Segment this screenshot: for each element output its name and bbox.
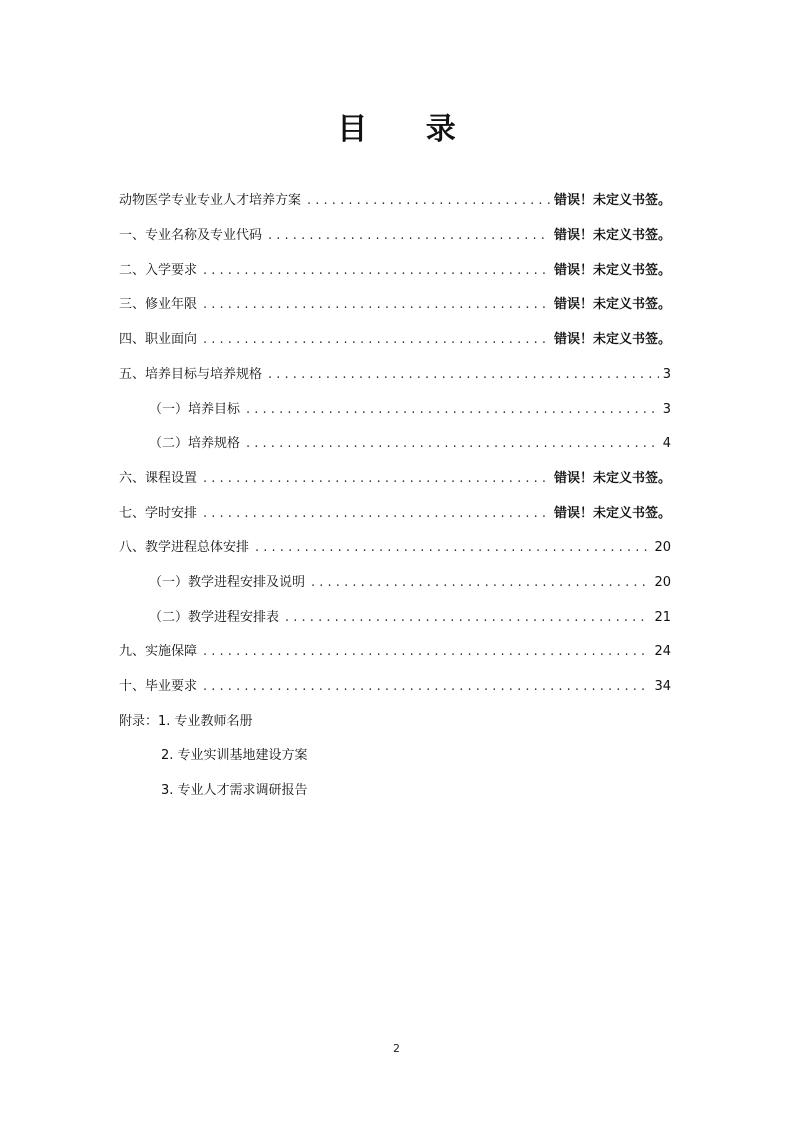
- toc-leader-dots: [268, 225, 550, 247]
- toc-entry-page: 34: [654, 679, 671, 694]
- toc-entry[interactable]: [119, 503, 671, 525]
- toc-entry[interactable]: [119, 468, 671, 490]
- toc-leader-dots: [203, 503, 550, 525]
- toc-leader-dots: [307, 190, 550, 212]
- toc-entry-page: 错误！未定义书签。: [553, 297, 671, 312]
- appendix-item: 2. 专业实训基地建设方案: [161, 748, 308, 763]
- toc-leader-dots: [203, 329, 550, 351]
- toc-entry-label: （一）教学进程安排及说明: [149, 575, 306, 590]
- toc-entry-label: （二）教学进程安排表: [149, 610, 280, 625]
- toc-leader-dots: [203, 260, 550, 282]
- toc-entry-page: 20: [654, 540, 671, 555]
- toc-entry-page: 3: [662, 402, 671, 417]
- toc-entry[interactable]: [119, 190, 671, 212]
- toc-leader-dots: [246, 433, 659, 455]
- toc-leader-dots: [311, 572, 650, 594]
- toc-entry[interactable]: [149, 399, 671, 421]
- toc-entry-page: 错误！未定义书签。: [553, 332, 671, 347]
- toc-leader-dots: [285, 607, 650, 629]
- toc-leader-dots: [203, 676, 650, 698]
- toc-entry-label: 一、专业名称及专业代码: [119, 228, 263, 243]
- toc-entry-label: 七、学时安排: [119, 506, 198, 521]
- toc-entry-label: 六、课程设置: [119, 471, 198, 486]
- appendix-line: [161, 745, 308, 767]
- toc-entry-label: 十、毕业要求: [119, 679, 198, 694]
- toc-leader-dots: [203, 294, 550, 316]
- toc-entry-label: 八、教学进程总体安排: [119, 540, 250, 555]
- appendix-line: [119, 711, 253, 733]
- toc-leader-dots: [246, 399, 659, 421]
- page-title: 目 录: [337, 112, 480, 147]
- toc-entry[interactable]: [119, 641, 671, 663]
- toc-entry-page: 20: [654, 575, 671, 590]
- toc-entry-page: 24: [654, 644, 671, 659]
- toc-entry-page: 错误！未定义书签。: [553, 263, 671, 278]
- toc-entry-page: 4: [662, 436, 671, 451]
- toc-entry[interactable]: [119, 676, 671, 698]
- appendix-prefix: 附录：: [119, 714, 159, 729]
- page-number: 2: [393, 1042, 400, 1055]
- toc-entry-page: 错误！未定义书签。: [553, 506, 671, 521]
- toc-entry[interactable]: [119, 294, 671, 316]
- appendix-item: 1. 专业教师名册: [158, 714, 253, 729]
- toc-entry[interactable]: [149, 572, 671, 594]
- toc-leader-dots: [268, 364, 659, 386]
- toc-entry-label: （二）培养规格: [149, 436, 241, 451]
- toc-entry[interactable]: [149, 607, 671, 629]
- toc-entry[interactable]: [119, 225, 671, 247]
- toc-entry-label: 二、入学要求: [119, 263, 198, 278]
- toc-entry[interactable]: [119, 537, 671, 559]
- toc-entry[interactable]: [119, 364, 671, 386]
- toc-entry-label: 五、培养目标与培养规格: [119, 367, 263, 382]
- toc-entry-label: 三、修业年限: [119, 297, 198, 312]
- toc-leader-dots: [255, 537, 650, 559]
- toc-entry-page: 错误！未定义书签。: [553, 193, 671, 208]
- toc-entry-page: 3: [662, 367, 671, 382]
- toc-entry-label: 九、实施保障: [119, 644, 198, 659]
- toc-entry-label: 动物医学专业专业人才培养方案: [119, 193, 302, 208]
- toc-entry-label: （一）培养目标: [149, 402, 241, 417]
- toc-entry[interactable]: [149, 433, 671, 455]
- toc-entry[interactable]: [119, 260, 671, 282]
- appendix-item: 3. 专业人才需求调研报告: [161, 783, 308, 798]
- toc-leader-dots: [203, 468, 550, 490]
- toc-entry[interactable]: [119, 329, 671, 351]
- toc-entry-label: 四、职业面向: [119, 332, 198, 347]
- toc-entry-page: 21: [654, 610, 671, 625]
- toc-entry-page: 错误！未定义书签。: [553, 228, 671, 243]
- toc-leader-dots: [203, 641, 650, 663]
- appendix-line: [161, 780, 308, 802]
- toc-entry-page: 错误！未定义书签。: [553, 471, 671, 486]
